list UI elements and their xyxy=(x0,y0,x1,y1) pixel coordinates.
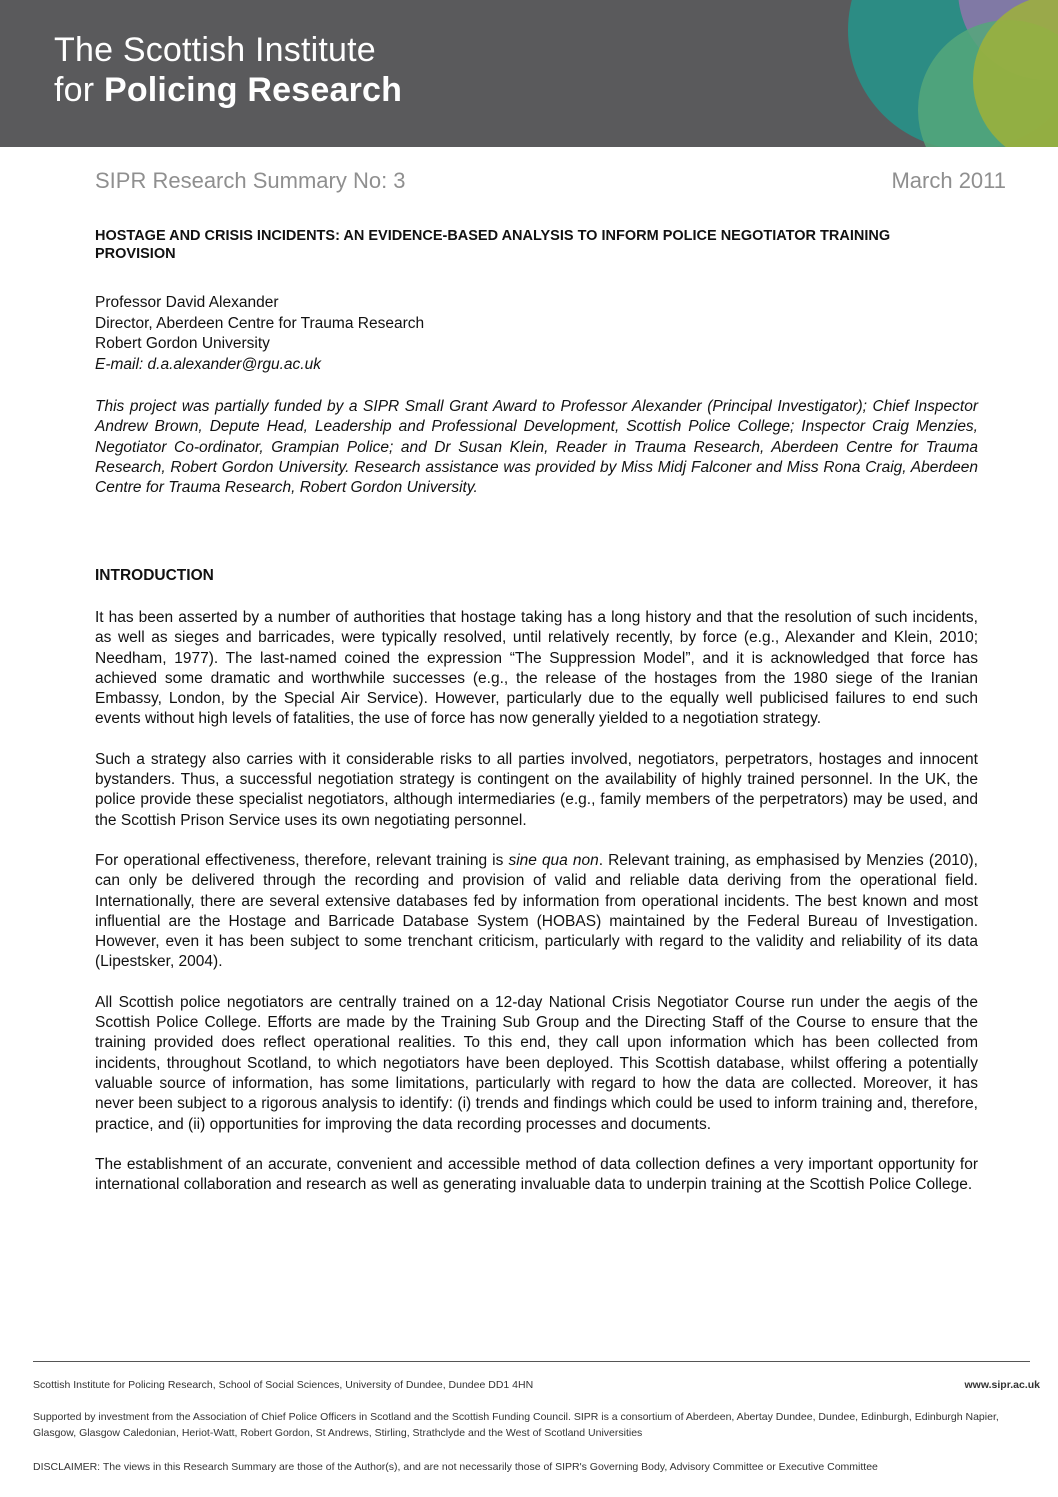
paragraph: Such a strategy also carries with it considerable risks to all parties involved, negotiators, perpetrators, hostages and innocent bystanders. Thus, a successful negotiation strategy is contingent on the availability of highly trained personnel. In the UK, the police provide these specialist negotiators, although intermediaries (e.g., family members of the perpetrators) may be used, and the Scottish Prison Service uses its own negotiating personnel. xyxy=(95,750,978,829)
footer-website-link[interactable]: www.sipr.ac.uk xyxy=(964,1379,1040,1391)
header-banner xyxy=(0,0,1058,147)
publication-date: March 2011 xyxy=(891,168,1006,193)
series-number: SIPR Research Summary No: 3 xyxy=(95,168,406,193)
brand-line-2-prefix: for xyxy=(54,71,104,109)
author-name: Professor David Alexander xyxy=(95,294,279,311)
paragraph-text: For operational effectiveness, therefore, relevant training is xyxy=(95,851,509,869)
author-role: Director, Aberdeen Centre for Trauma Research xyxy=(95,314,425,332)
brand-line-2-bold: Policing Research xyxy=(103,71,403,109)
document-title: HOSTAGE AND CRISIS INCIDENTS: AN EVIDENCE-BASED ANALYSIS TO INFORM POLICE NEGOTIATOR TRAINING PROVISION xyxy=(95,228,891,262)
paragraph-text: . Relevant training, as emphasised by Menzies (2010), can only be delivered through the recording and provision of valid and reliable data deriving from the operational field. Internationally, there are several extensive databases fed by information from operational incidents. The best known and most influential are the Hostage and Barricade Database System (HOBAS) maintained by the Federal Bureau of Investigation. However, even it has been subject to some trenchant criticism, particularly with regard to the validity and reliability of its data (Lipestsker, 2004). xyxy=(95,851,978,971)
footer-support-statement: Supported by investment from the Association of Chief Police Officers in Scotland and the Scottish Funding Council. SIPR is a consortium of Aberdeen, Abertay Dundee, Dundee, Edinburgh, Edinburgh Napier, Glasgow, Glasgow Caledonian, Heriot-Watt, Robert Gordon, St Andrews, Stirling, Strathclyde and the West of Scotland Universities xyxy=(33,1411,999,1439)
section-heading: INTRODUCTION xyxy=(95,567,214,584)
paragraph: The establishment of an accurate, convenient and accessible method of data collection defines a very important opportunity for international collaboration and research as well as generating invaluable data to underpin training at the Scottish Police College. xyxy=(95,1155,978,1194)
decorative-circles-graphic xyxy=(758,0,1058,147)
funding-statement: This project was partially funded by a SIPR Small Grant Award to Professor Alexander (Principal Investigator); Chief Inspector Andrew Brown, Depute Head, Leadership and Professional Development, Scottish Police College; Inspector Craig Menzies, Negotiator Co-ordinator, Grampian Police; and Dr Susan Klein, Reader in Trauma Research, Aberdeen Centre for Trauma Research, Robert Gordon University. Research assistance was provided by Miss Midj Falconer and Miss Rona Craig, Aberdeen Centre for Trauma Research, Robert Gordon University. xyxy=(95,398,978,497)
footer-divider xyxy=(33,1361,1030,1362)
institute-logo-text xyxy=(54,30,402,110)
footer-disclaimer: DISCLAIMER: The views in this Research Summary are those of the Author(s), and are not necessarily those of SIPR's Governing Body, Advisory Committee or Executive Committee xyxy=(33,1461,878,1473)
paragraph: It has been asserted by a number of authorities that hostage taking has a long history and that the resolution of such incidents, as well as sieges and barricades, were typically resolved, until relatively recently, by force (e.g., Alexander and Klein, 2010; Needham, 1977). The last-named coined the expression “The Suppression Model”, and it is acknowledged that force has achieved some dramatic and worthwhile successes (e.g., the release of the hostages from the 1980 siege of the Iranian Embassy, London, by the Special Air Service). However, particularly due to the equally well publicised failures to end such events without high levels of fatalities, the use of force has now generally yielded to a negotiation strategy. xyxy=(95,609,978,728)
paragraph xyxy=(95,851,978,973)
author-email: E-mail: d.a.alexander@rgu.ac.uk xyxy=(95,355,321,373)
brand-line-2 xyxy=(54,70,402,110)
footer-address: Scottish Institute for Policing Research, School of Social Sciences, University of Dundee, Dundee DD1 4HN xyxy=(33,1379,534,1391)
brand-line-1: The Scottish Institute xyxy=(54,31,376,69)
emphasis-text: sine qua non xyxy=(508,851,599,869)
paragraph: All Scottish police negotiators are centrally trained on a 12-day National Crisis Negotiator Course run under the aegis of the Scottish Police College. Efforts are made by the Training Sub Group and the Directing Staff of the Course to ensure that the training provided does reflect operational realities. To this end, they call upon information which has been collected from incidents, throughout Scotland, to which negotiators have been deployed. This Scottish database, whilst offering a potentially valuable source of information, has some limitations, particularly with regard to how the data are collected. Moreover, it has never been subject to a rigorous analysis to identify: (i) trends and findings which could be used to inform training and, therefore, practice, and (ii) opportunities for improving the data recording processes and documents. xyxy=(95,993,978,1133)
body-text xyxy=(95,608,978,1215)
author-affiliation: Robert Gordon University xyxy=(95,335,270,352)
author-block xyxy=(95,293,424,375)
